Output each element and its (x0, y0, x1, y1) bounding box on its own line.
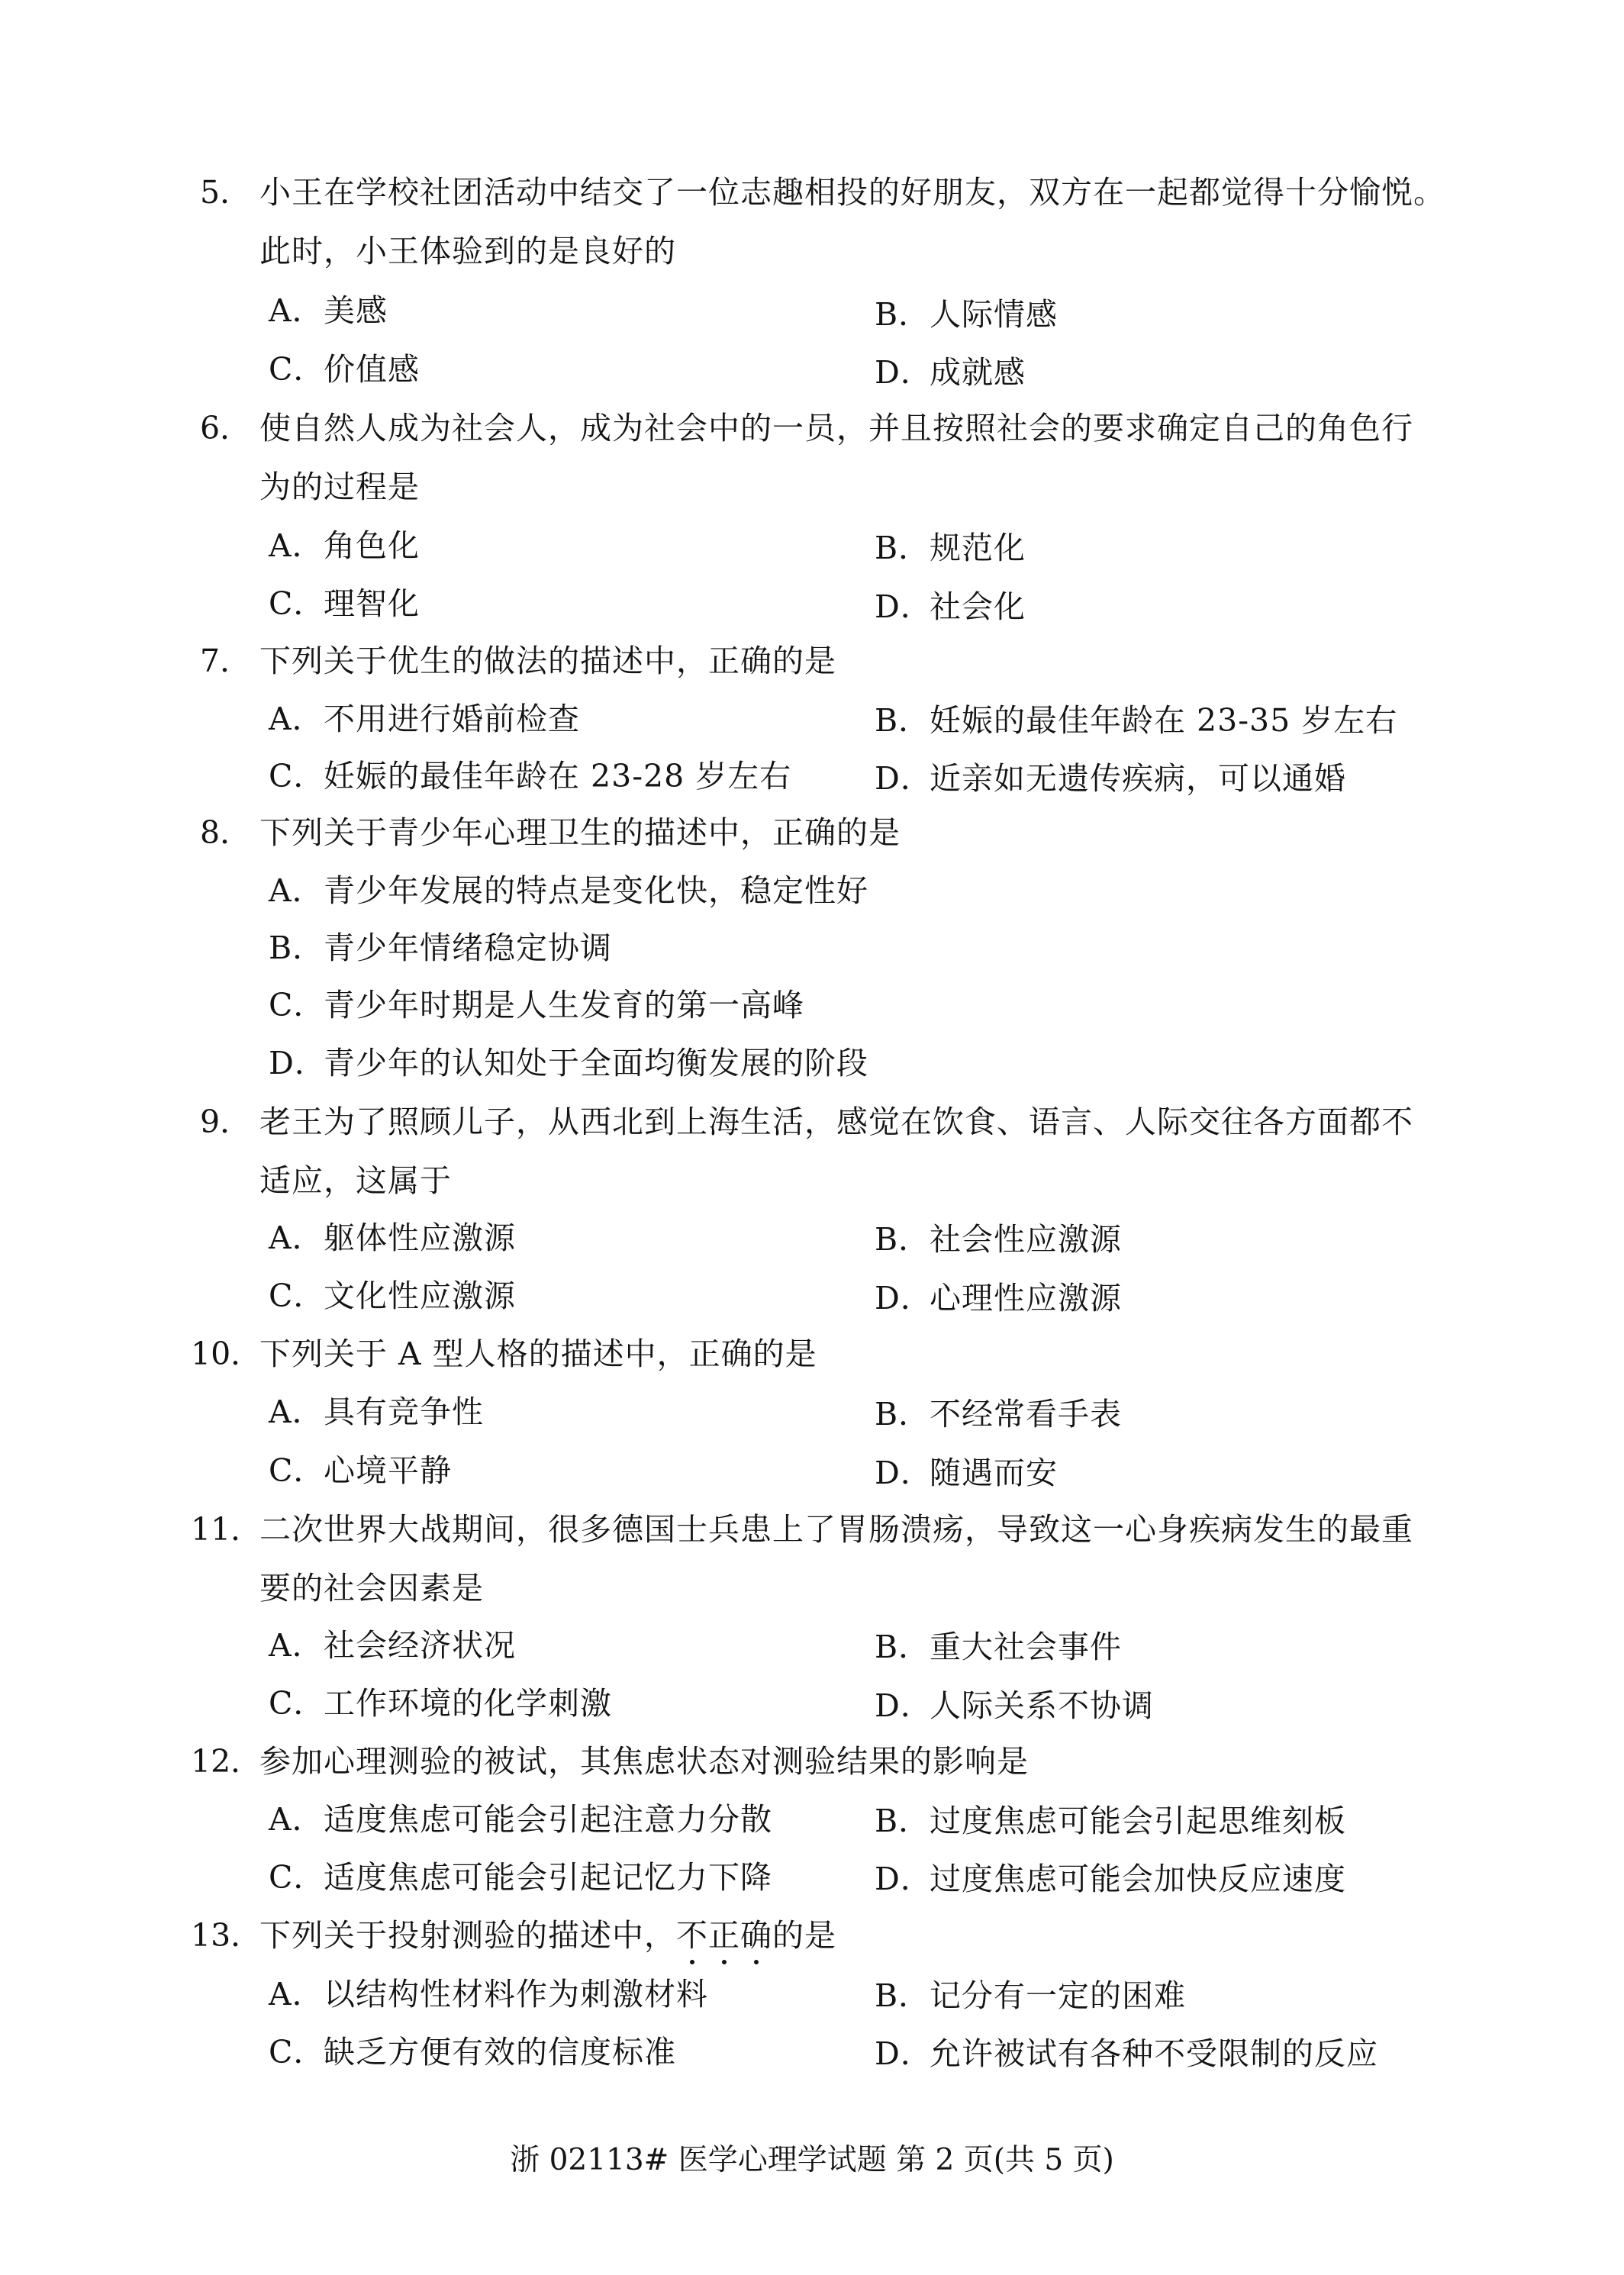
option-text: 近亲如无遗传疾病，可以通婚 (930, 760, 1346, 797)
question-8-option-c (269, 987, 804, 1023)
question-11-option-b (875, 1629, 1122, 1665)
option-letter: D． (875, 354, 933, 391)
option-letter: B． (875, 296, 931, 333)
question-12-option-c (269, 1859, 772, 1896)
question-6-option-a (269, 527, 420, 564)
option-letter: A． (269, 292, 324, 329)
option-letter: B． (875, 702, 931, 739)
option-letter: A． (269, 1976, 324, 2012)
option-text: 适度焦虑可能会引起记忆力下降 (324, 1859, 772, 1896)
option-letter: A． (269, 1220, 324, 1256)
question-11-number: 11． (191, 1511, 263, 1548)
question-10-number: 10． (191, 1336, 263, 1372)
question-12-option-d (875, 1861, 1346, 1897)
question-6-stem-line-1: 使自然人成为社会人，成为社会中的一员，并且按照社会的要求确定自己的角色行 (259, 410, 1413, 446)
question-9-option-d (875, 1280, 1122, 1316)
question-13-stem-post: 的是 (772, 1917, 836, 1954)
question-11-option-a (269, 1627, 516, 1664)
option-letter: A． (269, 701, 324, 737)
option-letter: A． (269, 1394, 324, 1430)
question-7-option-b (875, 702, 1397, 739)
question-6-option-b (875, 530, 1026, 566)
question-9-number: 9． (200, 1104, 252, 1140)
option-letter: A． (269, 1801, 324, 1838)
emphasis-dot-icon (754, 1960, 759, 1964)
emphasis-char-text: 正 (708, 1917, 740, 1954)
question-7-number: 7． (200, 643, 252, 679)
option-text: 社会经济状况 (324, 1627, 516, 1664)
option-letter: A． (269, 872, 324, 909)
option-text: 不用进行婚前检查 (324, 701, 580, 737)
question-9-option-b (875, 1221, 1122, 1258)
question-10-option-b (875, 1396, 1122, 1432)
question-7-option-a (269, 701, 580, 737)
option-text: 社会性应激源 (930, 1221, 1122, 1258)
option-letter: B． (269, 930, 325, 966)
question-10-option-a (269, 1394, 484, 1430)
question-13-number: 13． (191, 1917, 263, 1954)
option-letter: C． (269, 1859, 326, 1896)
option-text: 重大社会事件 (930, 1629, 1122, 1665)
emphasis-dot-icon (722, 1960, 727, 1964)
option-letter: D． (875, 1455, 933, 1491)
option-letter: B． (875, 1977, 931, 2014)
option-text: 过度焦虑可能会引起思维刻板 (930, 1803, 1346, 1839)
option-letter: D． (875, 2035, 933, 2072)
question-8-number: 8． (200, 814, 252, 851)
question-11-stem-line-2: 要的社会因素是 (259, 1570, 484, 1606)
option-letter: B． (875, 1803, 931, 1839)
question-10-stem-line-1: 下列关于 A 型人格的描述中，正确的是 (259, 1336, 817, 1372)
option-letter: C． (269, 2034, 326, 2070)
question-5-number: 5． (200, 174, 252, 211)
option-text: 价值感 (324, 351, 420, 388)
option-text: 适度焦虑可能会引起注意力分散 (324, 1801, 772, 1838)
question-12-option-b (875, 1803, 1346, 1839)
option-text: 文化性应激源 (324, 1278, 516, 1314)
option-text: 躯体性应激源 (324, 1220, 516, 1256)
option-text: 人际情感 (930, 296, 1058, 333)
option-text: 理智化 (324, 585, 420, 622)
question-5-stem-line-2: 此时，小王体验到的是良好的 (259, 233, 676, 269)
question-11-stem-line-1: 二次世界大战期间，很多德国士兵患上了胃肠溃疡，导致这一心身疾病发生的最重 (259, 1511, 1413, 1548)
emphasis-char (740, 1917, 772, 1954)
option-text: 成就感 (930, 354, 1026, 391)
option-text: 缺乏方便有效的信度标准 (324, 2034, 676, 2070)
option-text: 具有竞争性 (324, 1394, 484, 1430)
question-13-option-d (875, 2035, 1378, 2072)
question-13-option-b (875, 1977, 1186, 2014)
question-5-stem-line-1: 小王在学校社团活动中结交了一位志趣相投的好朋友，双方在一起都觉得十分愉悦。 (259, 174, 1445, 211)
question-9-stem-line-1: 老王为了照顾儿子，从西北到上海生活，感觉在饮食、语言、人际交往各方面都不 (259, 1104, 1413, 1140)
question-13-option-c (269, 2034, 676, 2070)
option-text: 不经常看手表 (930, 1396, 1122, 1432)
question-12-stem-line-1: 参加心理测验的被试，其焦虑状态对测验结果的影响是 (259, 1743, 1029, 1780)
question-6-option-d (875, 588, 1026, 625)
option-text: 规范化 (930, 530, 1026, 566)
question-5-option-b (875, 296, 1058, 333)
question-7-option-c (269, 758, 791, 794)
option-letter: C． (269, 1685, 326, 1722)
emphasis-char (676, 1917, 708, 1954)
question-7-stem-line-1: 下列关于优生的做法的描述中，正确的是 (259, 643, 836, 679)
option-text: 妊娠的最佳年龄在 23-28 岁左右 (324, 758, 792, 794)
option-letter: D． (875, 760, 933, 797)
option-letter: C． (269, 585, 326, 622)
option-text: 允许被试有各种不受限制的反应 (930, 2035, 1378, 2072)
question-10-option-d (875, 1455, 1058, 1491)
option-letter: D． (875, 588, 933, 625)
option-letter: C． (269, 1452, 326, 1489)
question-5-option-d (875, 354, 1026, 391)
question-12-option-a (269, 1801, 772, 1838)
emphasis-char-text: 确 (740, 1917, 772, 1954)
question-13-stem-line-1 (259, 1917, 836, 1954)
option-letter: C． (269, 758, 326, 794)
option-text: 青少年时期是人生发育的第一高峰 (324, 987, 804, 1023)
option-text: 工作环境的化学刺激 (324, 1685, 612, 1722)
emphasis-char-text: 不 (676, 1917, 708, 1954)
question-12-number: 12． (191, 1743, 263, 1780)
question-8-option-a (269, 872, 868, 909)
question-8-stem-line-1: 下列关于青少年心理卫生的描述中，正确的是 (259, 814, 901, 851)
option-text: 过度焦虑可能会加快反应速度 (930, 1861, 1346, 1897)
question-11-option-c (269, 1685, 612, 1722)
question-6-stem-line-2: 为的过程是 (259, 469, 420, 505)
option-text: 青少年发展的特点是变化快，稳定性好 (324, 872, 868, 909)
option-text: 角色化 (324, 527, 420, 564)
question-5-option-c (269, 351, 420, 388)
option-letter: D． (875, 1687, 933, 1724)
option-text: 心境平静 (324, 1452, 452, 1489)
question-13-option-a (269, 1976, 708, 2012)
option-letter: D． (269, 1045, 327, 1081)
option-text: 青少年的认知处于全面均衡发展的阶段 (324, 1045, 868, 1081)
option-text: 青少年情绪稳定协调 (324, 930, 612, 966)
option-letter: C． (269, 351, 326, 388)
option-text: 以结构性材料作为刺激材料 (324, 1976, 708, 2012)
option-letter: B． (875, 1221, 931, 1258)
option-letter: C． (269, 987, 326, 1023)
question-9-option-a (269, 1220, 516, 1256)
question-5-option-a (269, 292, 388, 329)
option-letter: C． (269, 1278, 326, 1314)
option-letter: A． (269, 527, 324, 564)
question-9-stem-line-2: 适应，这属于 (259, 1162, 452, 1199)
question-9-option-c (269, 1278, 516, 1314)
question-6-option-c (269, 585, 420, 622)
option-letter: B． (875, 1396, 931, 1432)
option-text: 美感 (324, 292, 388, 329)
option-letter: B． (875, 1629, 931, 1665)
option-text: 妊娠的最佳年龄在 23-35 岁左右 (930, 702, 1398, 739)
question-11-option-d (875, 1687, 1154, 1724)
question-13-stem-pre: 下列关于投射测验的描述中， (259, 1917, 676, 1954)
question-7-option-d (875, 760, 1346, 797)
option-letter: A． (269, 1627, 324, 1664)
option-letter: D． (875, 1861, 933, 1897)
option-text: 人际关系不协调 (930, 1687, 1154, 1724)
question-10-option-c (269, 1452, 452, 1489)
option-text: 随遇而安 (930, 1455, 1058, 1491)
emphasis-char (708, 1917, 740, 1954)
option-text: 心理性应激源 (930, 1280, 1122, 1316)
question-6-number: 6． (200, 410, 252, 446)
option-text: 社会化 (930, 588, 1026, 625)
page-footer: 浙 02113# 医学心理学试题 第 2 页(共 5 页) (510, 2143, 1114, 2177)
option-text: 记分有一定的困难 (930, 1977, 1186, 2014)
option-letter: B． (875, 530, 931, 566)
question-8-option-d (269, 1045, 868, 1081)
option-letter: D． (875, 1280, 933, 1316)
question-8-option-b (269, 930, 612, 966)
emphasis-dot-icon (690, 1960, 694, 1964)
